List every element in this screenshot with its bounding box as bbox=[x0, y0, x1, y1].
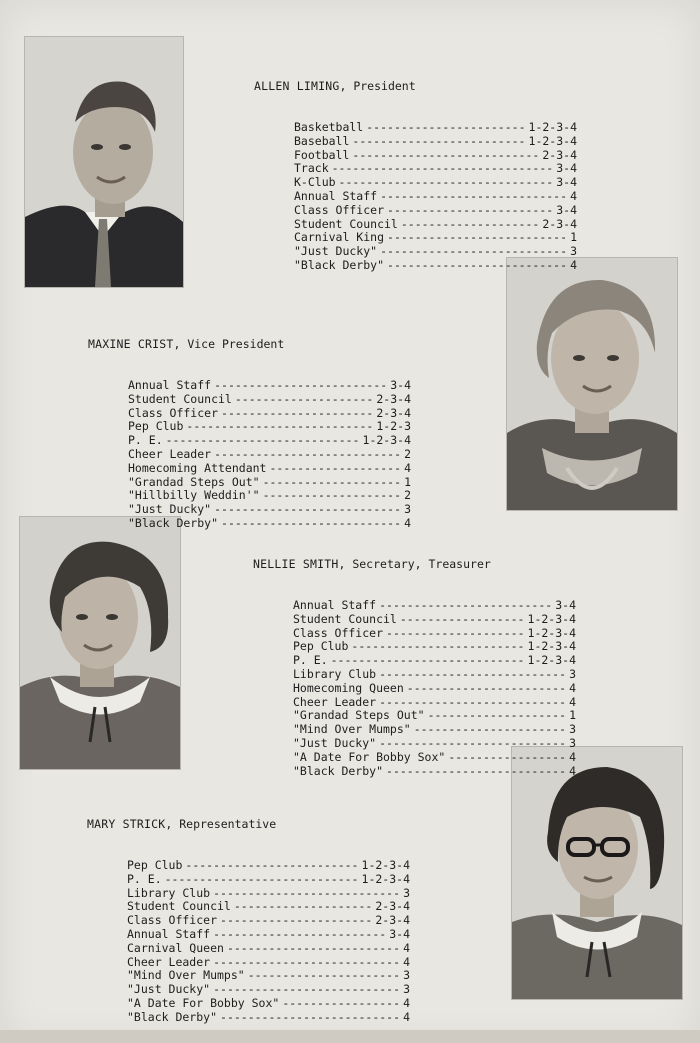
leader-dashes bbox=[339, 176, 554, 190]
activity-years: 2 bbox=[404, 488, 411, 503]
activity-row bbox=[294, 218, 577, 232]
activity-years: 1-2-3-4 bbox=[361, 857, 410, 872]
leader-dashes bbox=[407, 682, 566, 696]
activity-label: "Black Derby" bbox=[128, 515, 219, 530]
activity-row bbox=[293, 709, 576, 723]
activity-label: Class Officer bbox=[293, 625, 384, 640]
activity-row bbox=[128, 476, 411, 490]
leader-dashes bbox=[366, 121, 525, 135]
activity-label: "Mind Over Mumps" bbox=[293, 722, 411, 737]
activity-years: 1-2-3-4 bbox=[362, 433, 411, 448]
activity-row bbox=[293, 737, 576, 751]
activity-label: Pep Club bbox=[128, 419, 184, 434]
activity-list bbox=[253, 599, 576, 778]
activity-row bbox=[128, 489, 411, 503]
activity-row bbox=[127, 1011, 410, 1025]
leader-dashes bbox=[379, 599, 552, 613]
portrait-allen-liming bbox=[24, 36, 184, 288]
activity-label: Baseball bbox=[294, 133, 350, 148]
leader-dashes bbox=[263, 476, 402, 490]
leader-dashes bbox=[414, 723, 566, 737]
leader-dashes bbox=[214, 379, 387, 393]
leader-dashes bbox=[387, 204, 553, 218]
activity-years: 1-2-3-4 bbox=[527, 611, 576, 626]
leader-dashes bbox=[387, 259, 567, 273]
activity-row bbox=[128, 407, 411, 421]
activity-years: 3-4 bbox=[555, 597, 576, 612]
activity-row bbox=[293, 723, 576, 737]
activity-years: 1-2-3-4 bbox=[528, 133, 577, 148]
leader-dashes bbox=[379, 696, 566, 710]
leader-dashes bbox=[234, 900, 373, 914]
activity-row bbox=[127, 900, 410, 914]
activity-label: Student Council bbox=[294, 216, 398, 231]
leader-dashes bbox=[331, 654, 525, 668]
leader-dashes bbox=[379, 668, 566, 682]
activity-row bbox=[294, 245, 577, 259]
activity-label: "Just Ducky" bbox=[127, 982, 211, 997]
activity-label: "Mind Over Mumps" bbox=[127, 968, 245, 983]
leader-dashes bbox=[351, 640, 524, 654]
activity-label: Track bbox=[294, 161, 329, 176]
activity-label: P. E. bbox=[128, 433, 163, 448]
activity-years: 4 bbox=[403, 940, 410, 955]
activity-row bbox=[293, 613, 576, 627]
activity-row bbox=[293, 627, 576, 641]
activity-row bbox=[293, 682, 576, 696]
activity-years: 3 bbox=[403, 982, 410, 997]
activity-row bbox=[293, 640, 576, 654]
activity-years: 1 bbox=[570, 230, 577, 245]
activity-years: 3-4 bbox=[390, 377, 411, 392]
activity-years: 2-3-4 bbox=[375, 913, 410, 928]
activity-label: Student Council bbox=[127, 899, 231, 914]
activity-label: Cheer Leader bbox=[127, 954, 211, 969]
activity-row bbox=[293, 668, 576, 682]
student-heading: MARY STRICK, Representative bbox=[87, 816, 277, 831]
leader-dashes bbox=[227, 942, 400, 956]
activity-years: 3 bbox=[569, 722, 576, 737]
activity-years: 3-4 bbox=[556, 175, 577, 190]
activity-label: "Black Derby" bbox=[293, 763, 384, 778]
activity-row bbox=[293, 751, 576, 765]
activity-label: Annual Staff bbox=[293, 597, 377, 612]
activity-years: 4 bbox=[403, 995, 410, 1010]
activity-row bbox=[127, 859, 410, 873]
activity-list bbox=[88, 379, 411, 531]
leader-dashes bbox=[379, 737, 566, 751]
leader-dashes bbox=[387, 231, 567, 245]
activity-years: 3 bbox=[404, 502, 411, 517]
activity-label: P. E. bbox=[127, 871, 162, 886]
leader-dashes bbox=[185, 859, 358, 873]
activity-row bbox=[294, 149, 577, 163]
leader-dashes bbox=[220, 1011, 400, 1025]
activity-label: Student Council bbox=[293, 611, 397, 626]
leader-dashes bbox=[352, 135, 525, 149]
activity-years: 1-2-3-4 bbox=[527, 625, 576, 640]
activity-label: Cheer Leader bbox=[128, 446, 212, 461]
student-entry-maxine-crist bbox=[88, 310, 411, 545]
activity-row bbox=[294, 176, 577, 190]
leader-dashes bbox=[248, 969, 400, 983]
activity-row bbox=[128, 448, 411, 462]
activity-list bbox=[87, 859, 410, 1025]
activity-label: Football bbox=[294, 147, 350, 162]
activity-years: 2-3-4 bbox=[542, 216, 577, 231]
activity-years: 3 bbox=[569, 735, 576, 750]
activity-label: Homecoming Queen bbox=[293, 680, 404, 695]
activity-years: 1 bbox=[569, 708, 576, 723]
activity-years: 2-3-4 bbox=[542, 147, 577, 162]
leader-dashes bbox=[282, 997, 400, 1011]
leader-dashes bbox=[166, 434, 360, 448]
activity-years: 4 bbox=[570, 188, 577, 203]
leader-dashes bbox=[428, 709, 567, 723]
leader-dashes bbox=[214, 503, 401, 517]
activity-label: "Black Derby" bbox=[127, 1009, 218, 1024]
activity-row bbox=[293, 599, 576, 613]
leader-dashes bbox=[380, 245, 567, 259]
leader-dashes bbox=[214, 448, 401, 462]
student-entry-mary-strick bbox=[87, 790, 410, 1038]
activity-row bbox=[294, 231, 577, 245]
activity-row bbox=[128, 462, 411, 476]
activity-label: Annual Staff bbox=[128, 377, 212, 392]
activity-row bbox=[127, 956, 410, 970]
page-bottom-border bbox=[0, 1030, 700, 1043]
leader-dashes bbox=[213, 928, 386, 942]
activity-row bbox=[294, 259, 577, 273]
activity-row bbox=[127, 887, 410, 901]
portrait-nellie-smith bbox=[19, 516, 181, 770]
leader-dashes bbox=[380, 190, 567, 204]
activity-row bbox=[127, 969, 410, 983]
activity-years: 3-4 bbox=[556, 161, 577, 176]
activity-label: K-Club bbox=[294, 175, 336, 190]
leader-dashes bbox=[448, 751, 566, 765]
leader-dashes bbox=[263, 489, 402, 503]
student-heading: ALLEN LIMING, President bbox=[254, 78, 416, 93]
student-heading: NELLIE SMITH, Secretary, Treasurer bbox=[253, 556, 491, 571]
activity-label: Annual Staff bbox=[294, 188, 378, 203]
activity-label: Library Club bbox=[127, 885, 211, 900]
activity-years: 1-2-3 bbox=[376, 419, 411, 434]
activity-years: 2-3-4 bbox=[376, 405, 411, 420]
activity-row bbox=[128, 503, 411, 517]
activity-years: 3 bbox=[403, 968, 410, 983]
activity-row bbox=[128, 420, 411, 434]
activity-years: 3 bbox=[569, 666, 576, 681]
leader-dashes bbox=[235, 393, 374, 407]
activity-label: Class Officer bbox=[127, 913, 218, 928]
activity-label: Basketball bbox=[294, 119, 364, 134]
student-entry-allen-liming bbox=[254, 52, 577, 287]
activity-row bbox=[127, 914, 410, 928]
activity-row bbox=[293, 765, 576, 779]
leader-dashes bbox=[221, 517, 401, 531]
activity-years: 3-4 bbox=[389, 926, 410, 941]
activity-row bbox=[127, 997, 410, 1011]
student-entry-nellie-smith bbox=[253, 530, 576, 792]
activity-years: 3-4 bbox=[556, 202, 577, 217]
activity-label: Carnival King bbox=[294, 230, 385, 245]
activity-years: 4 bbox=[404, 515, 411, 530]
activity-years: 4 bbox=[570, 257, 577, 272]
student-heading: MAXINE CRIST, Vice President bbox=[88, 336, 285, 351]
activity-label: Cheer Leader bbox=[293, 694, 377, 709]
activity-years: 3 bbox=[403, 885, 410, 900]
activity-years: 4 bbox=[403, 1009, 410, 1024]
leader-dashes bbox=[352, 149, 539, 163]
activity-row bbox=[127, 928, 410, 942]
activity-row bbox=[293, 696, 576, 710]
activity-row bbox=[294, 204, 577, 218]
activity-years: 2-3-4 bbox=[375, 899, 410, 914]
activity-row bbox=[294, 121, 577, 135]
activity-label: P. E. bbox=[293, 653, 328, 668]
leader-dashes bbox=[332, 162, 554, 176]
activity-row bbox=[294, 190, 577, 204]
activity-row bbox=[128, 379, 411, 393]
portrait-maxine-crist bbox=[506, 257, 678, 511]
leader-dashes bbox=[165, 873, 359, 887]
activity-row bbox=[127, 942, 410, 956]
activity-years: 2-3-4 bbox=[376, 391, 411, 406]
activity-row bbox=[293, 654, 576, 668]
activity-row bbox=[294, 162, 577, 176]
activity-label: "Grandad Steps Out" bbox=[293, 708, 425, 723]
activity-label: "Black Derby" bbox=[294, 257, 385, 272]
activity-years: 4 bbox=[403, 954, 410, 969]
activity-row bbox=[128, 393, 411, 407]
activity-row bbox=[127, 983, 410, 997]
activity-row bbox=[128, 517, 411, 531]
leader-dashes bbox=[400, 613, 525, 627]
activity-years: 1 bbox=[404, 474, 411, 489]
activity-years: 4 bbox=[569, 694, 576, 709]
activity-label: Carnival Queen bbox=[127, 940, 224, 955]
activity-label: Homecoming Attendant bbox=[128, 460, 267, 475]
activity-label: "Just Ducky" bbox=[294, 244, 378, 259]
leader-dashes bbox=[221, 407, 373, 421]
activity-years: 3 bbox=[570, 244, 577, 259]
activity-label: "Just Ducky" bbox=[293, 735, 377, 750]
activity-label: Pep Club bbox=[127, 857, 183, 872]
activity-years: 4 bbox=[569, 680, 576, 695]
activity-label: Annual Staff bbox=[127, 926, 211, 941]
leader-dashes bbox=[213, 983, 400, 997]
activity-row bbox=[128, 434, 411, 448]
activity-label: Pep Club bbox=[293, 639, 349, 654]
leader-dashes bbox=[213, 956, 400, 970]
leader-dashes bbox=[386, 627, 525, 641]
activity-list bbox=[254, 121, 577, 273]
activity-label: "Just Ducky" bbox=[128, 502, 212, 517]
leader-dashes bbox=[401, 218, 540, 232]
activity-years: 1-2-3-4 bbox=[361, 871, 410, 886]
activity-label: "Grandad Steps Out" bbox=[128, 474, 260, 489]
activity-row bbox=[127, 873, 410, 887]
activity-years: 4 bbox=[404, 460, 411, 475]
leader-dashes bbox=[386, 765, 566, 779]
activity-years: 2 bbox=[404, 446, 411, 461]
activity-label: "A Date For Bobby Sox" bbox=[293, 749, 446, 764]
leader-dashes bbox=[220, 914, 372, 928]
activity-label: Student Council bbox=[128, 391, 232, 406]
activity-label: "Hillbilly Weddin'" bbox=[128, 488, 260, 503]
activity-years: 4 bbox=[569, 749, 576, 764]
activity-years: 1-2-3-4 bbox=[527, 639, 576, 654]
activity-years: 1-2-3-4 bbox=[528, 119, 577, 134]
activity-row bbox=[294, 135, 577, 149]
activity-label: Class Officer bbox=[294, 202, 385, 217]
activity-years: 4 bbox=[569, 763, 576, 778]
leader-dashes bbox=[186, 420, 373, 434]
leader-dashes bbox=[269, 462, 401, 476]
activity-label: "A Date For Bobby Sox" bbox=[127, 995, 280, 1010]
leader-dashes bbox=[213, 887, 400, 901]
activity-label: Library Club bbox=[293, 666, 377, 681]
activity-years: 1-2-3-4 bbox=[527, 653, 576, 668]
activity-label: Class Officer bbox=[128, 405, 219, 420]
